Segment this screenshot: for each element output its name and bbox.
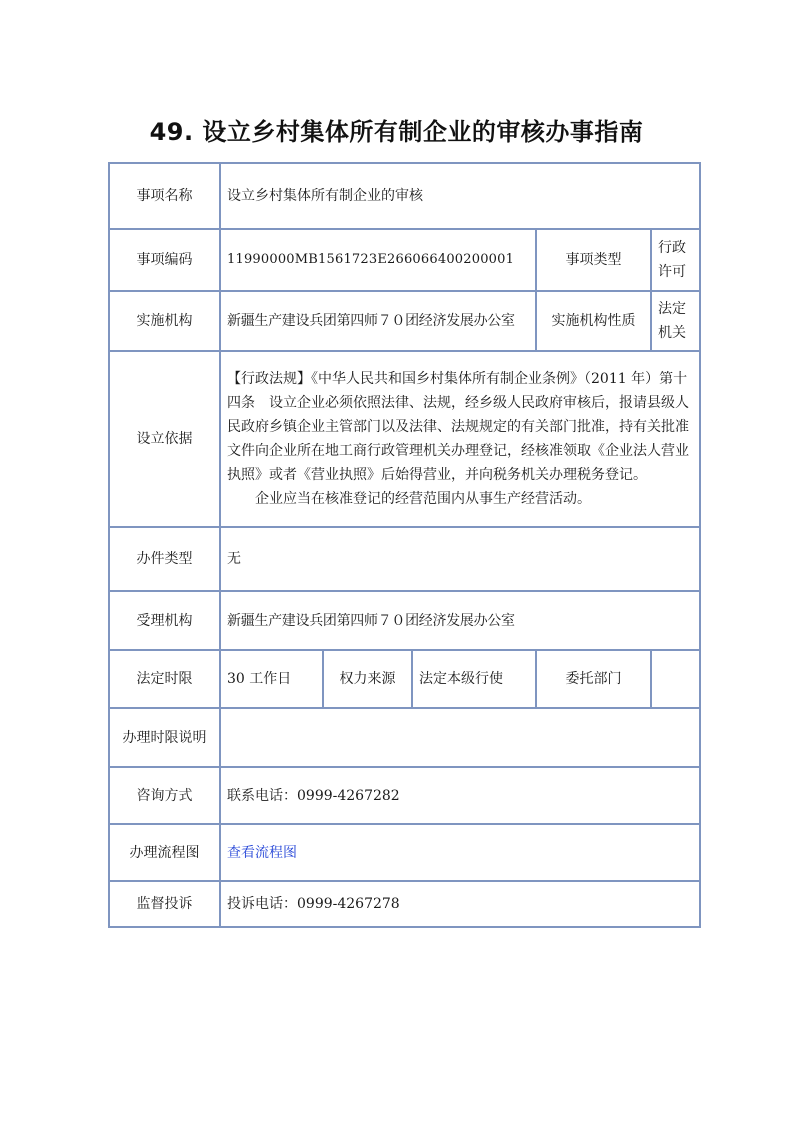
time-note-label: 办理时限说明 [109,708,220,767]
complaint-label: 监督投诉 [109,881,220,927]
basis-label: 设立依据 [109,351,220,527]
time-limit-value: 30 工作日 [220,650,323,708]
item-code-value: 11990000MB1561723E266066400200001 [220,229,536,291]
case-type-label: 办件类型 [109,527,220,591]
case-type-value: 无 [220,527,700,591]
view-flowchart-link[interactable]: 查看流程图 [227,844,297,861]
table-row [109,881,700,927]
table-row [109,229,700,291]
accepting-agency-label: 受理机构 [109,591,220,650]
complaint-value: 投诉电话：0999-4267278 [220,881,700,927]
accepting-agency-value: 新疆生产建设兵团第四师７０团经济发展办公室 [220,591,700,650]
item-type-label: 事项类型 [536,229,651,291]
guide-table [108,162,701,928]
flowchart-cell [220,824,700,881]
flowchart-label: 办理流程图 [109,824,220,881]
table-row [109,163,700,229]
table-row [109,650,700,708]
table-row [109,591,700,650]
agency-nature-value: 法定机关 [651,291,700,351]
power-source-value: 法定本级行使 [412,650,536,708]
basis-paragraph: 【行政法规】《中华人民共和国乡村集体所有制企业条例》（2011 年）第十四条 设立企业必须依照法律、法规，经乡级人民政府审核后，报请县级人民政府乡镇企业主管部门以及法律、法规规定的有关部门批准，持有关批准文件向企业所在地工商行政管理机关办理登记，经核准领取《企业法人营业执照》或者《营业执照》后始得营业，并向税务机关办理税务登记。 [227,371,689,483]
table-row [109,708,700,767]
item-code-label: 事项编码 [109,229,220,291]
table-row [109,351,700,527]
table-row [109,527,700,591]
consult-label: 咨询方式 [109,767,220,824]
consult-value: 联系电话：0999-4267282 [220,767,700,824]
item-name-label: 事项名称 [109,163,220,229]
agency-value: 新疆生产建设兵团第四师７０团经济发展办公室 [220,291,536,351]
basis-value [220,351,700,527]
basis-paragraph: 企业应当在核准登记的经营范围内从事生产经营活动。 [255,491,591,507]
time-limit-label: 法定时限 [109,650,220,708]
item-name-value: 设立乡村集体所有制企业的审核 [220,163,700,229]
table-row [109,767,700,824]
agency-nature-label: 实施机构性质 [536,291,651,351]
delegate-dept-label: 委托部门 [536,650,651,708]
table-row [109,291,700,351]
item-type-value: 行政许可 [651,229,700,291]
time-note-value [220,708,700,767]
page-title: 49. 设立乡村集体所有制企业的审核办事指南 [149,118,644,146]
power-source-label: 权力来源 [323,650,412,708]
agency-label: 实施机构 [109,291,220,351]
table-row [109,824,700,881]
delegate-dept-value [651,650,700,708]
